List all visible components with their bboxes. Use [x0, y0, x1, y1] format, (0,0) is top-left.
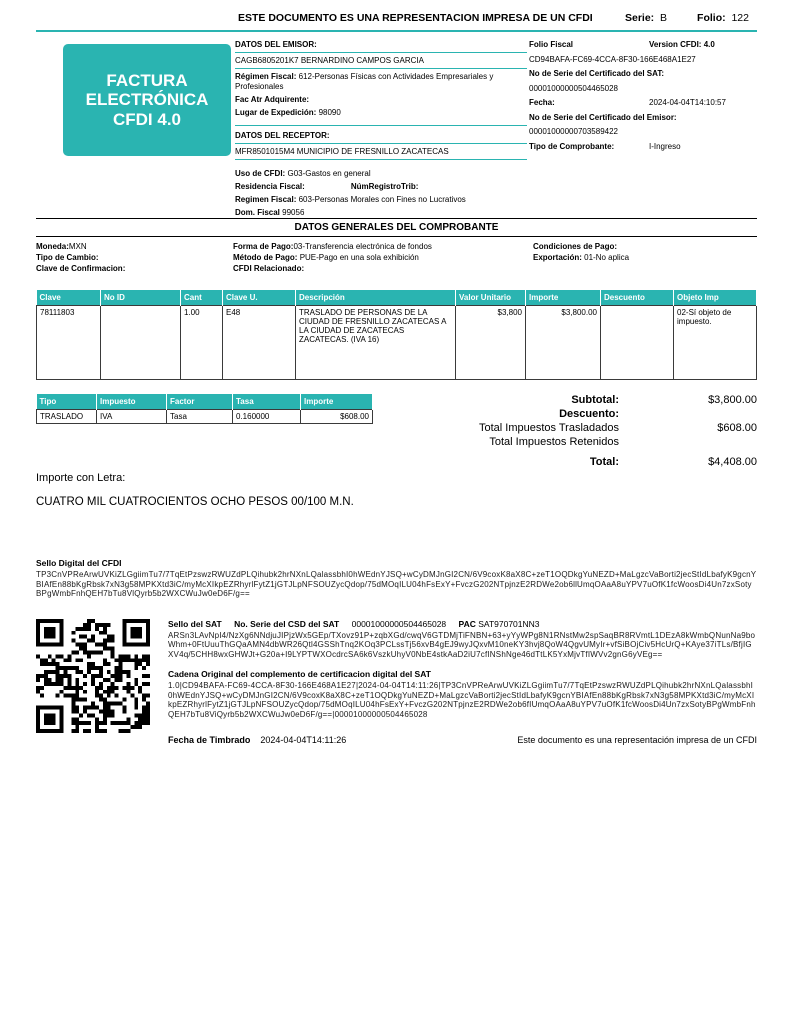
taxes-col-tipo: Tipo — [37, 394, 97, 410]
forma-pago-value: 03-Transferencia electrónica de fondos — [293, 242, 432, 251]
descuento-label: Descuento: — [559, 408, 619, 420]
moneda — [36, 241, 233, 252]
tipo-comprobante-value: I-Ingreso — [649, 141, 681, 151]
tax-row — [37, 410, 373, 424]
cadena-original-heading: Cadena Original del complemento de certificacion digital del SAT — [168, 669, 431, 679]
fac-atr-adquirente — [235, 95, 527, 105]
sat-cert-value: 00001000000504465028 — [529, 83, 618, 93]
trasladados-value: $608.00 — [717, 422, 757, 434]
tipo-comprobante-label: Tipo de Comprobante: — [529, 141, 615, 151]
items-col-valor-unitario: Valor Unitario — [456, 290, 526, 306]
items-col-importe: Importe — [526, 290, 601, 306]
exportacion — [533, 252, 757, 263]
logo-line3: CFDI 4.0 — [112, 109, 182, 129]
generales-col3 — [533, 241, 757, 274]
folio-label: Folio: — [697, 12, 726, 24]
sello-cfdi-section — [36, 558, 757, 599]
uuid-value: CD94BAFA-FC69-4CCA-8F30-166E468A1E27 — [529, 54, 696, 64]
csd-serie-value: 00001000000504465028 — [351, 618, 447, 629]
receptor-regimen — [235, 195, 527, 205]
receptor-name: MFR8501015M4 MUNICIPIO DE FRESNILLO ZACATECAS — [235, 144, 527, 160]
certification-section — [36, 619, 757, 746]
taxes-totals-section — [36, 394, 757, 484]
items-col-descripcion: Descripción — [296, 290, 456, 306]
total-value: $4,408.00 — [708, 456, 757, 468]
forma-pago — [233, 241, 533, 252]
fecha-timbrado-label: Fecha de Timbrado — [168, 735, 251, 745]
folio-field — [697, 12, 749, 24]
items-col-noid: No ID — [101, 290, 181, 306]
sat-seal-header — [168, 619, 757, 629]
taxes-col-importe: Importe — [301, 394, 373, 410]
items-col-cant: Cant — [181, 290, 223, 306]
generales-col2 — [233, 241, 533, 274]
version-label: Version CFDI: — [649, 40, 702, 49]
emisor-receptor-column — [235, 35, 527, 218]
sello-cfdi-value: TP3CnVPReArwUVKiZLGgiimTu7/7TqEtPzswzRWUZdPLQihubk2hrNXnLQalassbhI0hWEdnYJSQ+wCyDMJnGI2CN/6V9coxK8aX8C+zeT1OQDkgYuNEZD+MaLgzcVaBorti2jecStIdLbafyK9gcnYBIAfEn88bKgRbsk7xN3g58MPKXtd3iC/myMcXIkpEZRhyrlFytZ1jGTJLpNFSOUZycQdop/75dMOqILU04hFsExY+FvczG202NTpjnzE2RDWe2ob6llUmqOAaA8uYPV7uOfK1fcWoosDi4Un7zxSotyBPgWmbFnhQEH7bTu8VlQyrb5b2WXCWuJw0eD6F/g== — [36, 570, 757, 598]
exportacion-label: Exportación: — [533, 253, 582, 262]
tax-impuesto: IVA — [97, 410, 167, 424]
document-declaration: ESTE DOCUMENTO ES UNA REPRESENTACION IMPRESA DE UN CFDI — [238, 12, 593, 24]
items-col-clave: Clave — [37, 290, 101, 306]
uso-cfdi — [235, 169, 527, 179]
generales-heading: DATOS GENERALES DEL COMPROBANTE — [294, 222, 499, 233]
item-descripcion: TRASLADO DE PERSONAS DE LA CIUDAD DE FRESNILLO ZACATECAS A LA CIUDAD DE ZACATECAS ZACATECAS. (IVA 16) — [296, 306, 456, 380]
tipo-cambio-label: Tipo de Cambio: — [36, 253, 99, 262]
retenidos-label: Total Impuestos Retenidos — [489, 436, 619, 448]
dom-fiscal — [235, 208, 527, 218]
fecha-value: 2024-04-04T14:10:57 — [649, 98, 726, 107]
lugar-label: Lugar de Expedición: — [235, 108, 317, 117]
uso-cfdi-label: Uso de CFDI: — [235, 169, 286, 178]
serie-field — [625, 12, 667, 24]
uso-cfdi-value: G03-Gastos en general — [287, 169, 371, 178]
residencia-numreg — [235, 182, 527, 192]
clave-confirmacion-label: Clave de Confirmacion: — [36, 264, 126, 273]
retenidos-row — [412, 436, 757, 448]
emisor-cert-value: 00001000000703589422 — [529, 127, 618, 136]
total-row — [412, 456, 757, 468]
fiscal-column — [529, 35, 757, 218]
trasladados-label: Total Impuestos Trasladados — [478, 422, 619, 434]
fac-atr-label: Fac Atr Adquirente: — [235, 95, 310, 104]
generales-col1 — [36, 241, 233, 274]
moneda-value: MXN — [68, 242, 87, 251]
item-row — [37, 306, 757, 380]
subtotal-label: Subtotal: — [571, 394, 619, 406]
item-importe: $3,800.00 — [526, 306, 601, 380]
receptor-regimen-label: Regimen Fiscal: — [235, 195, 297, 204]
top-header — [36, 12, 757, 24]
forma-pago-label: Forma de Pago: — [233, 242, 294, 251]
tipo-comprobante-row — [529, 142, 757, 152]
descuento-row — [412, 408, 757, 420]
metodo-pago-value: PUE-Pago en una sola exhibición — [299, 253, 419, 262]
emisor-regimen — [235, 72, 527, 92]
subtotal-value: $3,800.00 — [708, 394, 757, 406]
item-valor-unitario: $3,800 — [456, 306, 526, 380]
pac-value: SAT970701NN3 — [478, 618, 540, 629]
importe-letra-label: Importe con Letra: — [36, 472, 126, 484]
item-clave: 78111803 — [37, 306, 101, 380]
head-section — [36, 35, 757, 218]
cadena-original-value: 1.0|CD94BAFA-FC69-4CCA-8F30-166E468A1E27|2024-04-04T14:11:26|TP3CnVPReArwUVKiZLGgiimTu7/7TqEtPzswzRWUZdPLQihubk2hrNXnLQalassbhI0hWEdnYJSQ+wCyDMJnGI2CN/6V9coxK8aX8C+zeT1OQDkgYuNEZD+MaLgzcVaBorti2jecStIdLbafyK9gcnYBIAfEn88bKgRbsk7xN3g58MPKXtd3iC/myMcXIkpEZRhyrlFytZ1jGTJLpNFSOUZycQdop/75dMOqILU04hFsExY+FvczG202NTpjnzE2RDWe2ob6fIUmqOAaA8uYPV7uOfK1fcWoosDi4Un7zxSotyBPgWmbFnhQEH7bTu8ViQyrb5b2WXCWuJw0eD6F/g==|00001000000504465028 — [168, 681, 756, 719]
generales-section — [36, 237, 757, 281]
items-col-claveu: Clave U. — [223, 290, 296, 306]
moneda-label: Moneda: — [36, 242, 69, 251]
cfdi-relacionado-label: CFDI Relacionado: — [233, 264, 305, 273]
version-value: 4.0 — [703, 40, 715, 49]
dom-fiscal-value: 99056 — [282, 208, 305, 217]
item-noid — [101, 306, 181, 380]
tax-importe: $608.00 — [301, 410, 373, 424]
emisor-heading: DATOS DEL EMISOR: — [235, 35, 527, 53]
numregistrotrib-label: NúmRegistroTrib: — [350, 182, 419, 191]
taxes-col-impuesto: Impuesto — [97, 394, 167, 410]
lugar-value: 98090 — [318, 108, 341, 117]
sello-sat-value: ARSn3LAvNpI4/NzXg6NNdjuJIPjzWx5GEp/TXovz91P+zqbXGd/cwqV6GTDMjTiFNBN+63+yYyWPg8N1RNstMw2spSaqBR8RVmtL1DEzA8kWmbQNunNa9boWhm+0FtUuuThGQaAMN4dbWR26Qtl4GSShTnq2KOq3PCLssTj56xvB4gEJ9wyJQxvM10neKY3hvj8QoW4QgvUMyIr+vfSiBOjCiv5HcUrQ+KAye37iTLs/BfjIGXV4q/5CHH8wxGHWJt+G20a+I9LYPTWXOcdrcSA6k6VszkUhyV0NbE4stkAaD2iU7cfINShNge46dTtLK5YxMjvTfIWVv2gnG6yVEg== — [168, 630, 756, 659]
sat-cert-label: No de Serie del Certificado del SAT: — [529, 69, 664, 78]
total-label: Total: — [589, 456, 619, 468]
item-cant: 1.00 — [181, 306, 223, 380]
emisor-cert-label: No de Serie del Certificado del Emisor: — [529, 112, 677, 122]
folio-fiscal-row — [529, 40, 757, 50]
item-descuento — [601, 306, 674, 380]
pac-label: PAC — [458, 618, 476, 629]
factura-electronica-logo — [63, 44, 231, 156]
serie-value: B — [660, 12, 668, 24]
tax-factor: Tasa — [167, 410, 233, 424]
items-col-objeto-imp: Objeto Imp — [674, 290, 757, 306]
items-header-row — [37, 290, 757, 306]
representation-note: Este documento es una representación impresa de un CFDI — [517, 735, 757, 745]
item-claveu: E48 — [223, 306, 296, 380]
lugar-expedicion — [235, 108, 527, 118]
fecha-row — [529, 98, 757, 108]
version-cfdi — [649, 40, 757, 50]
tax-tipo: TRASLADO — [37, 410, 97, 424]
emisor-regimen-value: 612-Personas Físicas con Actividades Empresariales y Profesionales — [235, 72, 494, 91]
emisor-name: CAGB6805201K7 BERNARDINO CAMPOS GARCIA — [235, 53, 527, 69]
folio-value: 122 — [731, 12, 749, 24]
metodo-pago — [233, 252, 533, 263]
condiciones-pago-label: Condiciones de Pago: — [533, 242, 618, 251]
importe-letra-value: CUATRO MIL CUATROCIENTOS OCHO PESOS 00/100 M.N. — [36, 496, 354, 508]
item-objeto-imp: 02-Sí objeto de impuesto. — [674, 306, 757, 380]
logo-line2: ELECTRÓNICA — [85, 90, 209, 110]
header-divider — [36, 30, 757, 32]
receptor-regimen-value: 603-Personas Morales con Fines no Lucrativos — [298, 195, 466, 204]
taxes-table — [36, 394, 373, 424]
csd-serie-label: No. Serie del CSD del SAT — [234, 618, 340, 629]
taxes-header-row — [37, 394, 373, 410]
logo-line1: FACTURA — [106, 70, 188, 90]
sello-cfdi-heading: Sello Digital del CFDI — [36, 558, 122, 568]
taxes-column — [36, 394, 372, 484]
items-col-descuento: Descuento — [601, 290, 674, 306]
qr-code — [36, 619, 150, 733]
sat-seal-block — [168, 619, 757, 746]
subtotal-row — [412, 394, 757, 406]
logo-column — [36, 35, 235, 218]
exportacion-value: 01-No aplica — [584, 253, 630, 262]
residencia-label: Residencia Fiscal: — [235, 182, 305, 191]
metodo-pago-label: Método de Pago: — [233, 253, 298, 262]
fecha-label: Fecha: — [529, 98, 555, 107]
emisor-regimen-label: Régimen Fiscal: — [235, 72, 297, 81]
tax-tasa: 0.160000 — [233, 410, 301, 424]
fecha-timbrado-value: 2024-04-04T14:11:26 — [260, 735, 347, 745]
totals-block — [412, 394, 757, 484]
taxes-col-factor: Factor — [167, 394, 233, 410]
folio-fiscal-label: Folio Fiscal — [529, 40, 574, 49]
sello-sat-heading: Sello del SAT — [168, 618, 222, 629]
dom-fiscal-label: Dom. Fiscal — [235, 208, 280, 217]
serie-label: Serie: — [625, 12, 655, 24]
trasladados-row — [412, 422, 757, 434]
timbrado-row — [168, 735, 757, 745]
taxes-col-tasa: Tasa — [233, 394, 301, 410]
receptor-heading: DATOS DEL RECEPTOR: — [235, 125, 527, 144]
items-table — [36, 290, 757, 380]
